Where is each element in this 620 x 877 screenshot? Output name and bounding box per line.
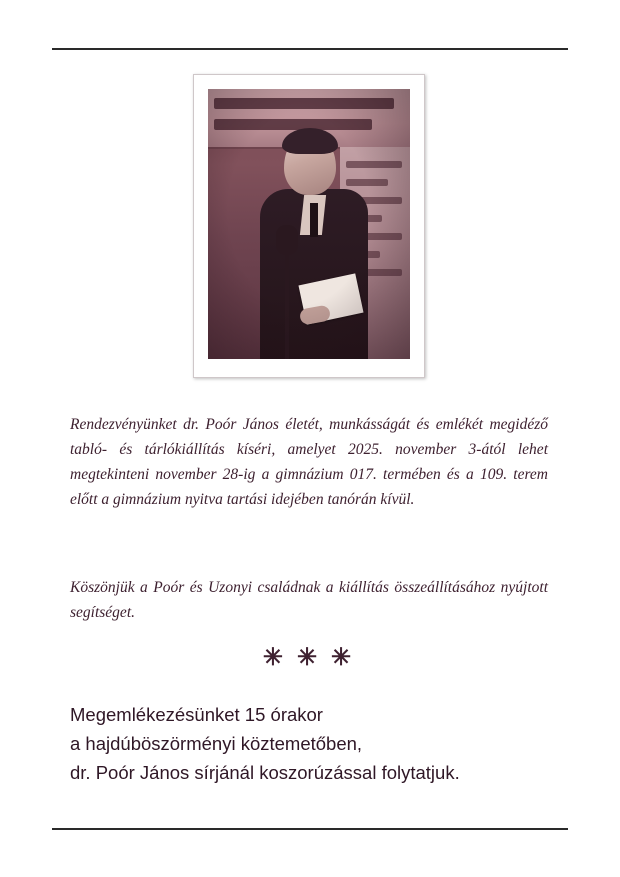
bottom-divider-rule <box>52 828 568 830</box>
section-separator: ✳ ✳ ✳ <box>262 645 356 671</box>
top-divider-rule <box>52 48 568 50</box>
closing-line-3: dr. Poór János sírjánál koszorúzással folytatjuk. <box>70 762 460 784</box>
closing-line-2: a hajdúböszörményi köztemetőben, <box>70 733 363 755</box>
closing-block <box>70 700 548 788</box>
speaker-at-microphone-photo <box>208 89 410 359</box>
acknowledgement-paragraph: Köszönjük a Poór és Uzonyi családnak a kiállítás összeállításához nyújtott segítséget. <box>70 579 548 622</box>
exhibition-paragraph: Rendezvényünket dr. Poór János életét, munkásságát és emlékét megidéző tabló- és tárlókiállítás kíséri, amelyet 2025. november 3-ától lehet megtekinteni november 28-ig a gimnázium 017. termében és a 109. terem előtt a gimnázium nyitva tartási idejében tanórán kívül. <box>70 416 548 509</box>
closing-line-1: Megemlékezésünket 15 órakor <box>70 704 323 725</box>
photograph-frame <box>193 74 425 378</box>
photo-vignette <box>208 89 410 359</box>
